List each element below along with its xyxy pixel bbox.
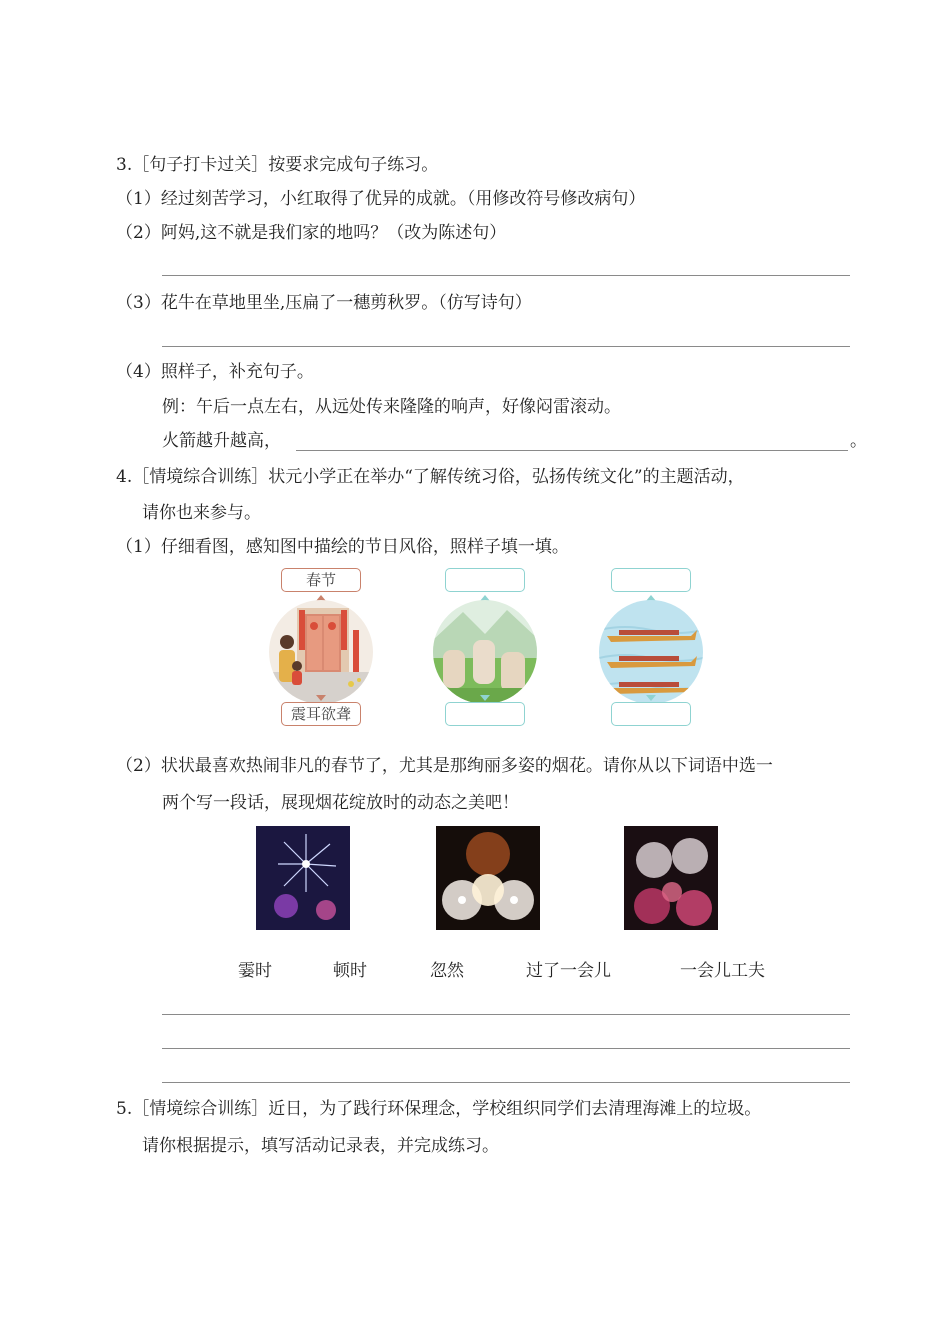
arrow-down-icon [316, 695, 326, 701]
dragon-boat-image [599, 600, 703, 704]
answer-line-q3-2[interactable] [162, 275, 850, 276]
fireworks-photo-1 [256, 826, 350, 930]
q3-item-1: （1）经过刻苦学习，小红取得了优异的成就。（用修改符号修改病句） [116, 189, 646, 209]
festival-word-box[interactable] [445, 702, 525, 726]
festival-name-box[interactable] [611, 568, 691, 592]
q4-part1: （1）仔细看图，感知图中描绘的节日风俗，照样子填一填。 [116, 537, 569, 557]
end-mark: 。 [850, 431, 867, 451]
answer-line-q3-3[interactable] [162, 346, 850, 347]
arrow-down-icon [646, 695, 656, 701]
word-option: 霎时 [238, 961, 272, 981]
q3-example: 例：午后一点左右，从远处传来隆隆的响声，好像闷雷滚动。 [162, 397, 621, 417]
qingming-image [433, 600, 537, 704]
festival-spring [268, 568, 374, 728]
q4-title-line2: 请你也来参与。 [142, 503, 261, 523]
festival-dragon-boat [598, 568, 704, 728]
q4-part2-line2: 两个写一段话，展现烟花绽放时的动态之美吧！ [162, 793, 519, 813]
fireworks-photo-3 [624, 826, 718, 930]
spring-festival-image [269, 600, 373, 704]
festival-qingming [432, 568, 538, 728]
word-option: 忽然 [430, 961, 464, 981]
arrow-down-icon [480, 695, 490, 701]
q3-item-3: （3）花牛在草地里坐,压扁了一穗剪秋罗。（仿写诗句） [116, 293, 532, 313]
answer-line-q4-2[interactable] [162, 1048, 850, 1049]
festival-name-box[interactable] [445, 568, 525, 592]
festival-word-box[interactable] [611, 702, 691, 726]
q5-title-line2: 请你根据提示，填写活动记录表，并完成练习。 [142, 1136, 499, 1156]
festival-word-box[interactable]: 震耳欲聋 [281, 702, 361, 726]
q4-part2-line1: （2）状状最喜欢热闹非凡的春节了，尤其是那绚丽多姿的烟花。请你从以下词语中选一 [116, 756, 773, 776]
answer-line-q3-4[interactable] [296, 450, 848, 451]
word-option: 顿时 [333, 961, 367, 981]
festival-name-box[interactable]: 春节 [281, 568, 361, 592]
fireworks-photo-2 [436, 826, 540, 930]
q3-title: 3.［句子打卡过关］按要求完成句子练习。 [116, 155, 439, 175]
q4-title-line1: 4.［情境综合训练］状元小学正在举办“了解传统习俗，弘扬传统文化”的主题活动， [116, 467, 745, 487]
q3-prompt: 火箭越升越高， [162, 431, 281, 451]
q3-item-2: （2）阿妈,这不就是我们家的地吗？（改为陈述句） [116, 223, 507, 243]
answer-line-q4-1[interactable] [162, 1014, 850, 1015]
q5-title-line1: 5.［情境综合训练］近日，为了践行环保理念，学校组织同学们去清理海滩上的垃圾。 [116, 1099, 762, 1119]
q3-item-4: （4）照样子，补充句子。 [116, 362, 314, 382]
answer-line-q4-3[interactable] [162, 1082, 850, 1083]
word-option: 一会儿工夫 [680, 961, 765, 981]
word-option: 过了一会儿 [526, 961, 611, 981]
